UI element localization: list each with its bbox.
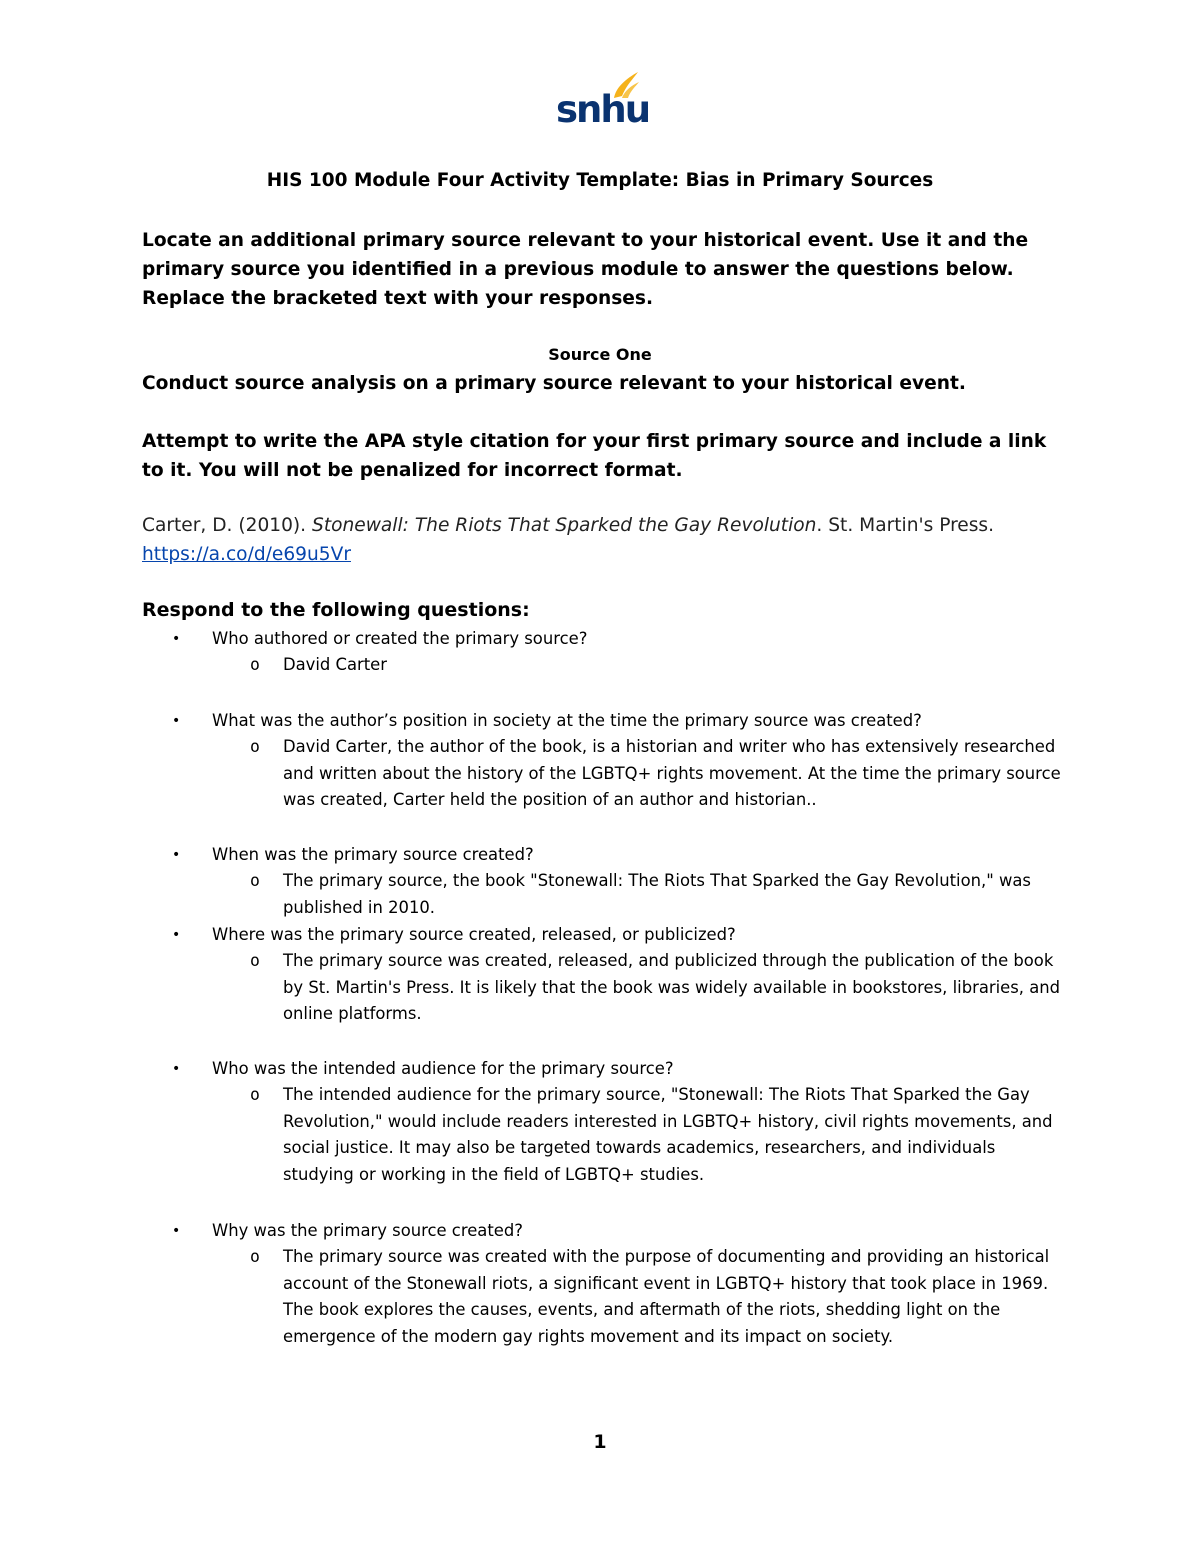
bullet-icon: • [172, 631, 181, 647]
page-number: 1 [593, 1431, 607, 1453]
question-text: Who was the intended audience for the primary source? [212, 1059, 674, 1078]
citation-link[interactable]: https://a.co/d/e69u5Vr [142, 544, 351, 565]
answer-marker: o [250, 871, 260, 890]
snhu-logo [556, 70, 650, 134]
citation-title: Stonewall: The Riots That Sparked the Gay Revolution [312, 515, 817, 536]
answer-marker: o [250, 737, 260, 756]
citation-suffix: . St. Martin's Press. [816, 515, 995, 536]
bullet-icon: • [172, 927, 181, 943]
answer-text: The primary source, the book "Stonewall: The Riots That Sparked the Gay Revolution," was published in 2010. [283, 871, 1031, 917]
conduct-instruction: Conduct source analysis on a primary source relevant to your historical event. [142, 373, 966, 394]
answer-marker: o [250, 951, 260, 970]
question-text: When was the primary source created? [212, 845, 534, 864]
question-text: Where was the primary source created, released, or publicized? [212, 925, 736, 944]
citation-instruction: Attempt to write the APA style citation for your first primary source and include a link to it. You will not be penalized for incorrect format. [142, 431, 1047, 481]
intro-paragraph: Locate an additional primary source relevant to your historical event. Use it and the primary source you identified in a previous module to answer the questions below. Replace the bracketed text with your responses. [142, 230, 1029, 309]
citation-prefix: Carter, D. (2010). [142, 515, 313, 536]
apa-citation [142, 511, 1072, 569]
bullet-icon: • [172, 1223, 181, 1239]
source-heading: Source One [548, 345, 652, 364]
question-text: Who authored or created the primary source? [212, 629, 588, 648]
logo-wordmark: snhu [556, 88, 650, 131]
question-text: What was the author’s position in society at the time the primary source was created? [212, 711, 922, 730]
answer-marker: o [250, 1085, 260, 1104]
answer-text: The intended audience for the primary source, "Stonewall: The Riots That Sparked the Gay Revolution," would include readers interested in LGBTQ+ history, civil rights movements, and social justice. It may also be targeted towards academics, researchers, and individuals studying or working in the field of LGBTQ+ studies. [283, 1085, 1053, 1184]
respond-heading: Respond to the following questions: [142, 599, 530, 621]
answer-text: David Carter, the author of the book, is a historian and writer who has extensively researched and written about the history of the LGBTQ+ rights movement. At the time the primary source was created, Carter held the position of an author and historian.. [283, 737, 1061, 809]
answer-marker: o [250, 1247, 260, 1266]
question-text: Why was the primary source created? [212, 1221, 523, 1240]
answer-text: The primary source was created, released, and publicized through the publication of the book by St. Martin's Press. It is likely that the book was widely available in bookstores, libraries, and online platforms. [283, 951, 1061, 1023]
bullet-icon: • [172, 1061, 181, 1077]
answer-marker: o [250, 655, 260, 674]
bullet-icon: • [172, 713, 181, 729]
answer-text: David Carter [283, 655, 388, 674]
answer-text: The primary source was created with the purpose of documenting and providing an historical account of the Stonewall riots, a significant event in LGBTQ+ history that took place in 1969. The book explores the causes, events, and aftermath of the riots, shedding light on the emergence of the modern gay rights movement and its impact on society. [283, 1247, 1050, 1346]
document-title: HIS 100 Module Four Activity Template: Bias in Primary Sources [266, 170, 934, 191]
bullet-icon: • [172, 847, 181, 863]
